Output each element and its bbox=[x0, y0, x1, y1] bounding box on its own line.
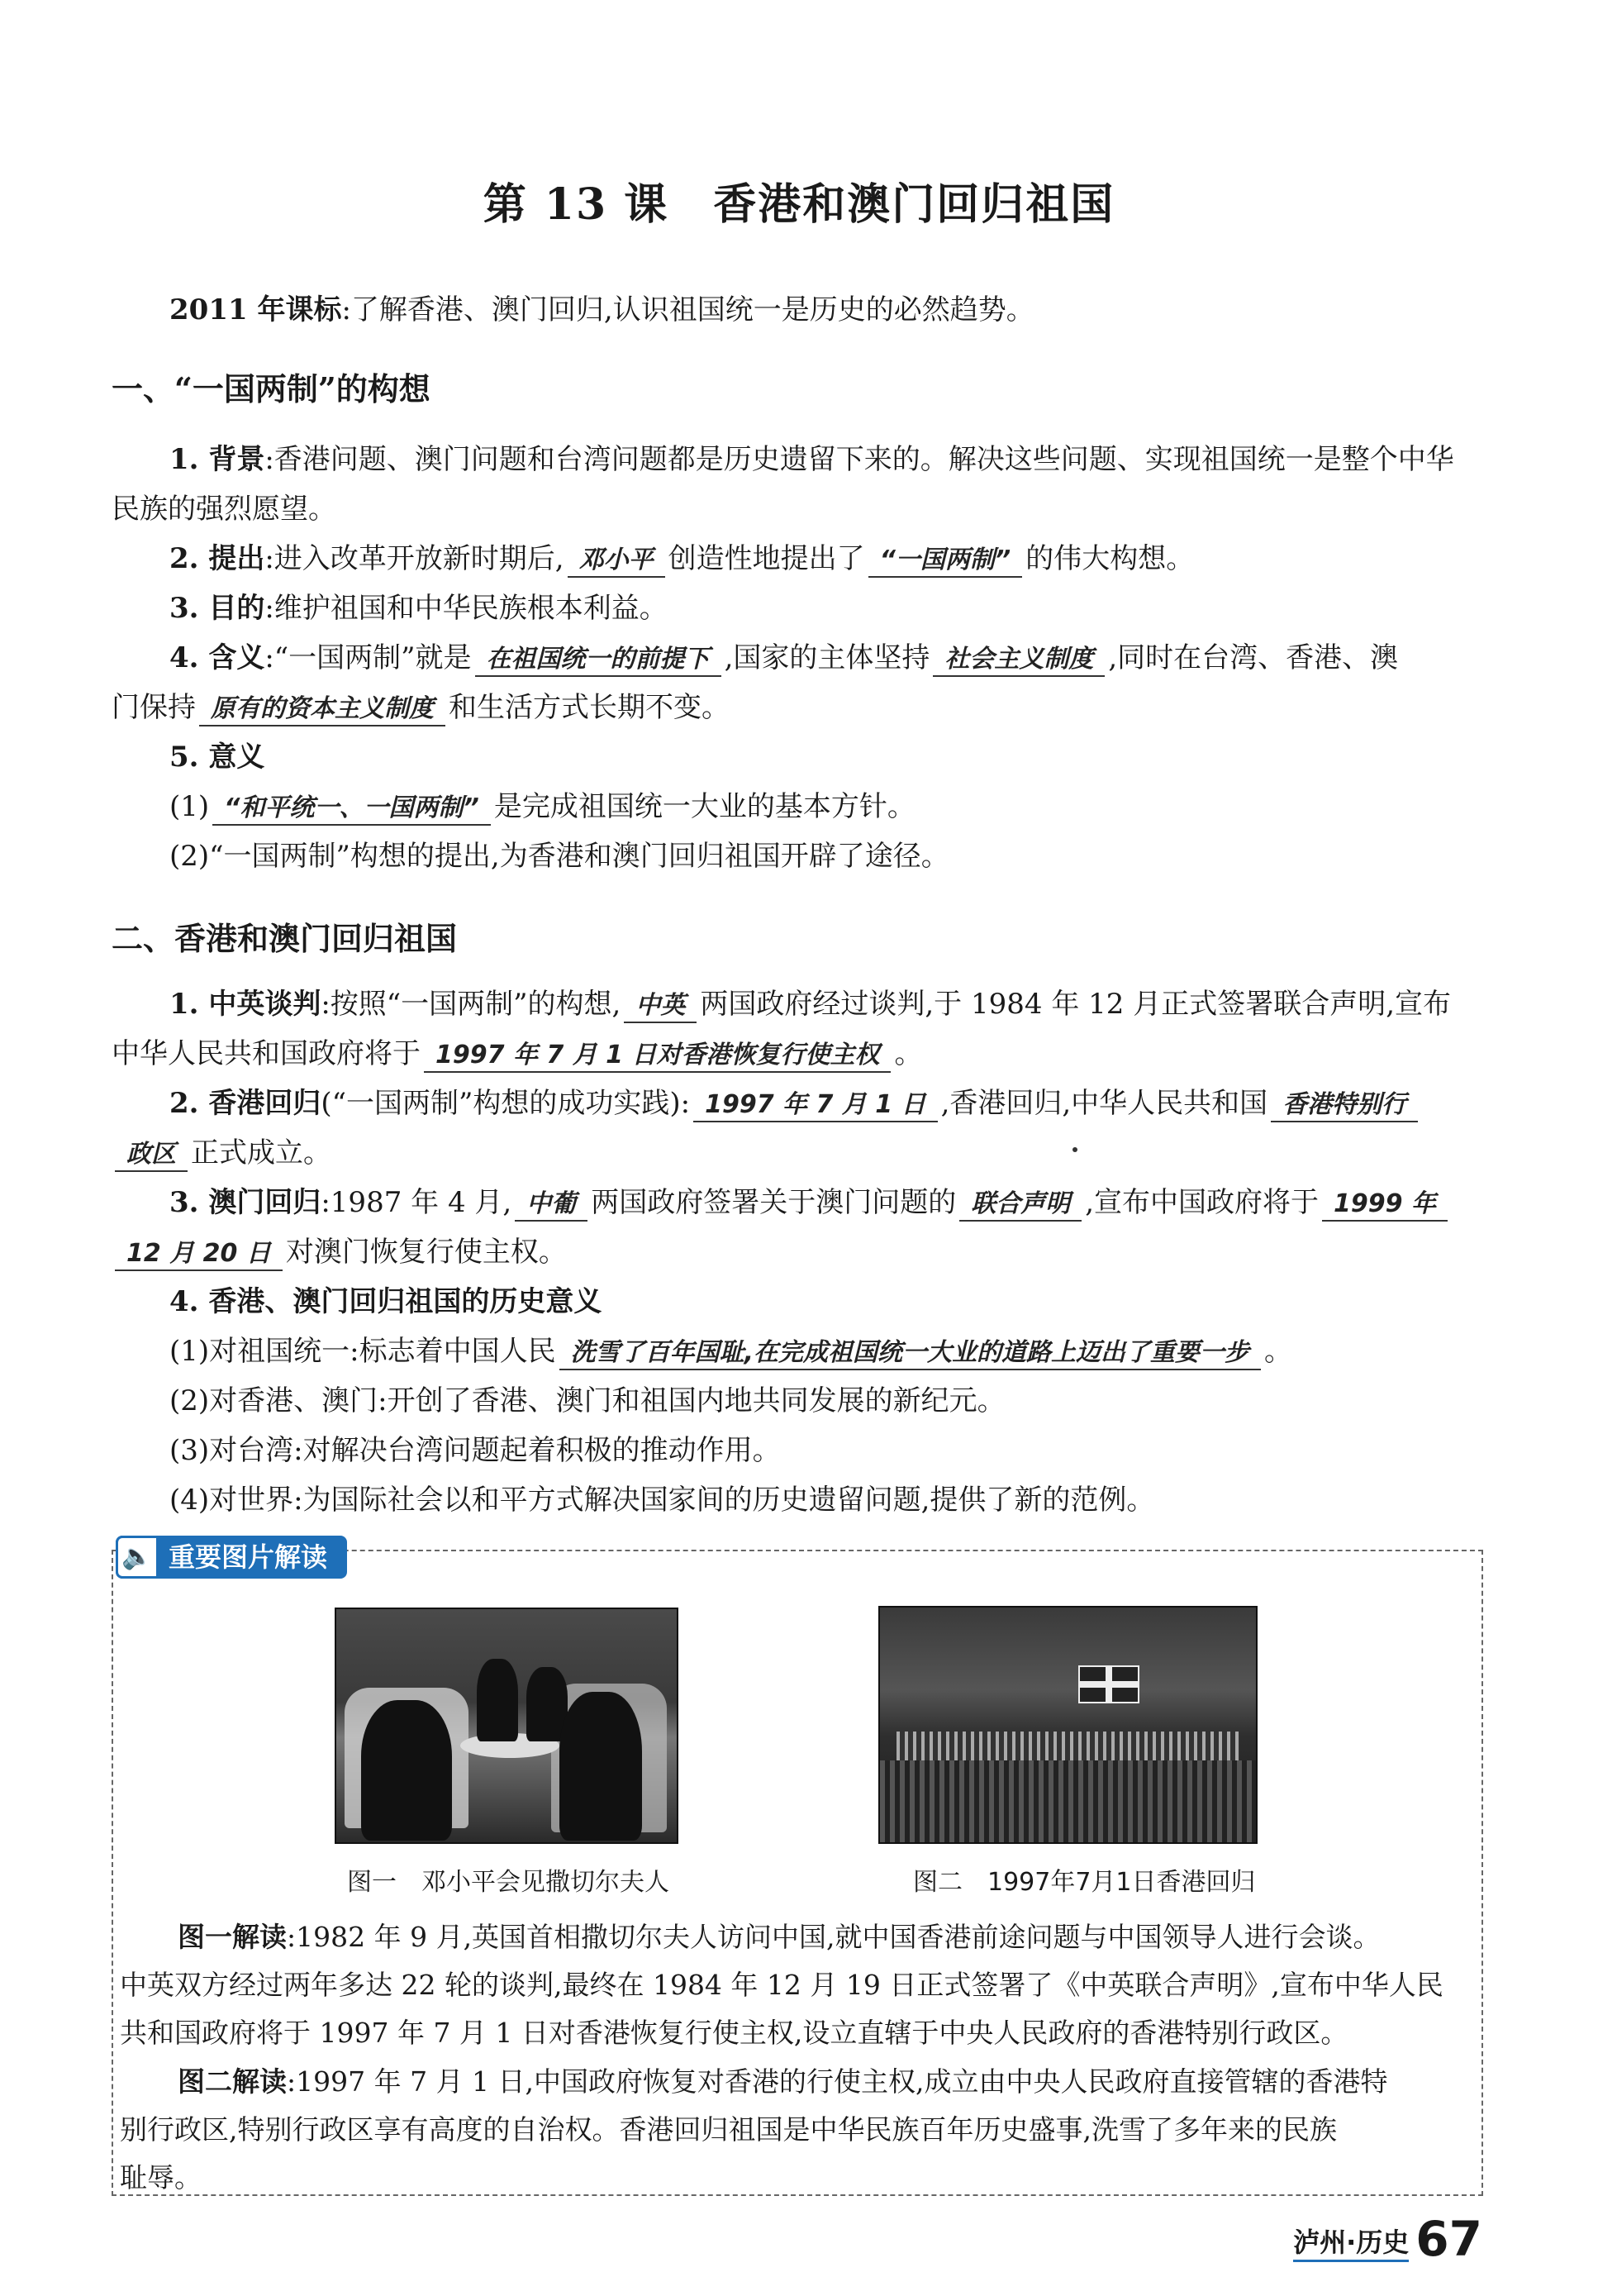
s1-item4-pre: :“一国两制”就是 bbox=[264, 641, 472, 674]
answer-fill: 中葡 bbox=[515, 1188, 587, 1222]
answer-fill: 1999 年 bbox=[1322, 1188, 1448, 1222]
s1-item3-text: :维护祖国和中华民族根本利益。 bbox=[264, 592, 668, 625]
person-figure bbox=[477, 1659, 518, 1741]
s2-item1-label: 1. 中英谈判 bbox=[169, 988, 321, 1021]
s1-item4-post: ,同时在台湾、香港、澳 bbox=[1108, 641, 1399, 674]
sub1-pre: (1)对祖国统一:标志着中国人民 bbox=[169, 1335, 556, 1368]
sub1-text: 是完成祖国统一大业的基本方针。 bbox=[493, 790, 916, 823]
s2-item4-sub4: (4)对世界:为国际社会以和平方式解决国家间的历史遗留问题,提供了新的范例。 bbox=[169, 1484, 1155, 1517]
r2-label: 图二解读 bbox=[178, 2065, 287, 2098]
answer-fill: 原有的资本主义制度 bbox=[199, 693, 445, 726]
s2-item4-sub1 bbox=[169, 1335, 1483, 1370]
s1-item4-line1 bbox=[169, 641, 1483, 677]
r1-line3: 共和国政府将于 1997 年 7 月 1 日对香港恢复行使主权,设立直辖于中央人民政府的香港特别行政区。 bbox=[120, 2017, 1348, 2049]
speaker-icon: 🔈 bbox=[116, 1536, 159, 1579]
answer-fill: 联合声明 bbox=[959, 1188, 1082, 1222]
r2-line2: 别行政区,特别行政区享有高度的自治权。香港回归祖国是中华民族百年历史盛事,洗雪了多年来的民族 bbox=[120, 2113, 1337, 2146]
section1-heading: 一、“一国两制”的构想 bbox=[112, 370, 430, 407]
ceremony-stage bbox=[896, 1732, 1239, 1765]
s2-item3-pre: :1987 年 4 月, bbox=[321, 1186, 512, 1219]
answer-fill: 政区 bbox=[115, 1139, 188, 1172]
sub1-marker: (1) bbox=[169, 790, 210, 823]
figure1-reading bbox=[120, 1913, 1475, 2057]
figure2-caption: 图二 1997年7月1日香港回归 bbox=[913, 1868, 1256, 1897]
s1-item5-sub1 bbox=[169, 790, 1483, 826]
s2-item4-label-text: 4. 香港、澳门回归祖国的历史意义 bbox=[169, 1285, 602, 1318]
figure-badge bbox=[116, 1536, 347, 1579]
audience bbox=[880, 1760, 1256, 1843]
r2-line1 bbox=[120, 2058, 1475, 2106]
footer-subject: 泸州·历史 bbox=[1293, 2222, 1409, 2262]
s2-item1-line2-pre: 中华人民共和国政府将于 bbox=[112, 1037, 421, 1070]
photo-handover-ceremony bbox=[878, 1606, 1258, 1844]
s2-item2-line1 bbox=[169, 1087, 1483, 1122]
s2-item1-pre: :按照“一国两制”的构想, bbox=[321, 988, 621, 1021]
s1-item3-label: 3. 目的 bbox=[169, 592, 265, 625]
s2-item3-mid: 两国政府签署关于澳门问题的 bbox=[591, 1186, 957, 1219]
s1-item4-line2 bbox=[112, 691, 1483, 726]
s1-item2-pre: :进入改革开放新时期后, bbox=[264, 542, 564, 575]
answer-fill: 邓小平 bbox=[568, 545, 665, 578]
s2-item3-label: 3. 澳门回归 bbox=[169, 1186, 321, 1219]
page-number: 67 bbox=[1415, 2211, 1482, 2267]
badge-label: 重要图片解读 bbox=[169, 1541, 328, 1573]
s2-item3-line2-post: 对澳门恢复行使主权。 bbox=[285, 1236, 567, 1269]
s1-item5-label-text: 5. 意义 bbox=[169, 741, 265, 774]
answer-fill: 中英 bbox=[624, 990, 697, 1023]
s1-item3 bbox=[169, 592, 1483, 625]
s1-item1-line1 bbox=[169, 443, 1483, 476]
figure1-caption: 图一 邓小平会见撒切尔夫人 bbox=[347, 1868, 669, 1897]
s1-item4-mid: ,国家的主体坚持 bbox=[724, 641, 930, 674]
standard-label: 2011 年课标 bbox=[169, 293, 342, 326]
s2-item1-line2-post: 。 bbox=[894, 1037, 923, 1070]
s2-item4-sub2: (2)对香港、澳门:开创了香港、澳门和祖国内地共同发展的新纪元。 bbox=[169, 1384, 1006, 1417]
s2-item2-label: 2. 香港回归 bbox=[169, 1087, 321, 1120]
r1-text1: :1982 年 9 月,英国首相撒切尔夫人访问中国,就中国香港前途问题与中国领导人进行会谈。 bbox=[287, 1921, 1381, 1953]
answer-fill: 1997 年 7 月 1 日对香港恢复行使主权 bbox=[424, 1040, 891, 1073]
s2-item4-label bbox=[169, 1285, 1483, 1318]
sub1-post: 。 bbox=[1264, 1335, 1293, 1368]
r1-line1 bbox=[120, 1913, 1475, 1961]
photo-deng-thatcher bbox=[335, 1608, 678, 1844]
s1-item1-text: :香港问题、澳门问题和台湾问题都是历史遗留下来的。解决这些问题、实现祖国统一是整个中华 bbox=[264, 443, 1454, 476]
figure2-reading bbox=[120, 2058, 1475, 2202]
flag bbox=[1078, 1665, 1139, 1703]
s1-item1-line2: 民族的强烈愿望。 bbox=[112, 493, 336, 526]
answer-fill: 社会主义制度 bbox=[933, 644, 1105, 677]
answer-fill: “和平统一、一国两制” bbox=[212, 793, 491, 826]
s2-item2-mid: ,香港回归,中华人民共和国 bbox=[940, 1087, 1268, 1120]
section2-heading: 二、香港和澳门回归祖国 bbox=[112, 920, 458, 957]
s2-item2-line2 bbox=[112, 1136, 1483, 1172]
s2-item1-post: 两国政府经过谈判,于 1984 年 12 月正式签署联合声明,宣布 bbox=[700, 988, 1452, 1021]
s2-item2-line2-post: 正式成立。 bbox=[191, 1136, 331, 1169]
answer-fill: “一国两制” bbox=[868, 545, 1023, 578]
person-figure bbox=[559, 1692, 642, 1841]
s1-item1-label: 1. 背景 bbox=[169, 443, 265, 476]
stray-dot bbox=[1072, 1147, 1077, 1152]
answer-fill: 12 月 20 日 bbox=[115, 1238, 283, 1271]
s1-item2 bbox=[169, 542, 1483, 578]
s1-item2-post: 的伟大构想。 bbox=[1025, 542, 1195, 575]
r1-label: 图一解读 bbox=[178, 1921, 287, 1953]
s2-item3-mid2: ,宣布中国政府将于 bbox=[1085, 1186, 1320, 1219]
s1-item4-line2-pre: 门保持 bbox=[112, 691, 196, 724]
s1-item4-line2-post: 和生活方式长期不变。 bbox=[449, 691, 730, 724]
r2-line3: 耻辱。 bbox=[120, 2161, 202, 2194]
s1-item4-label: 4. 含义 bbox=[169, 641, 265, 674]
answer-fill: 1997 年 7 月 1 日 bbox=[693, 1089, 937, 1122]
s2-item2-pre: (“一国两制”构想的成功实践): bbox=[321, 1087, 691, 1120]
curriculum-standard bbox=[169, 293, 1483, 326]
s1-item2-label: 2. 提出 bbox=[169, 542, 265, 575]
answer-fill: 洗雪了百年国耻,在完成祖国统一大业的道路上迈出了重要一步 bbox=[559, 1337, 1261, 1370]
s1-item2-mid: 创造性地提出了 bbox=[668, 542, 865, 575]
r1-line2: 中英双方经过两年多达 22 轮的谈判,最终在 1984 年 12 月 19 日正式签署了《中英联合声明》,宣布中华人民 bbox=[120, 1969, 1443, 2001]
s2-item3-line1 bbox=[169, 1186, 1483, 1222]
s1-item5-label bbox=[169, 741, 1483, 774]
lesson-title: 第 13 课 香港和澳门回归祖国 bbox=[483, 179, 1115, 230]
s2-item1-line1 bbox=[169, 988, 1483, 1023]
s2-item3-line2 bbox=[112, 1236, 1483, 1271]
answer-fill: 在祖国统一的前提下 bbox=[475, 644, 721, 677]
page-footer bbox=[1293, 2211, 1482, 2267]
s2-item4-sub3: (3)对台湾:对解决台湾问题起着积极的推动作用。 bbox=[169, 1434, 781, 1467]
s2-item1-line2 bbox=[112, 1037, 1483, 1073]
answer-fill: 香港特别行 bbox=[1271, 1089, 1418, 1122]
standard-text: :了解香港、澳门回归,认识祖国统一是历史的必然趋势。 bbox=[341, 293, 1034, 326]
r2-text1: :1997 年 7 月 1 日,中国政府恢复对香港的行使主权,成立由中央人民政府直接管辖的香港特 bbox=[287, 2065, 1388, 2098]
person-figure bbox=[361, 1700, 452, 1841]
s1-item5-sub2: (2)“一国两制”构想的提出,为香港和澳门回归祖国开辟了途径。 bbox=[169, 840, 949, 873]
